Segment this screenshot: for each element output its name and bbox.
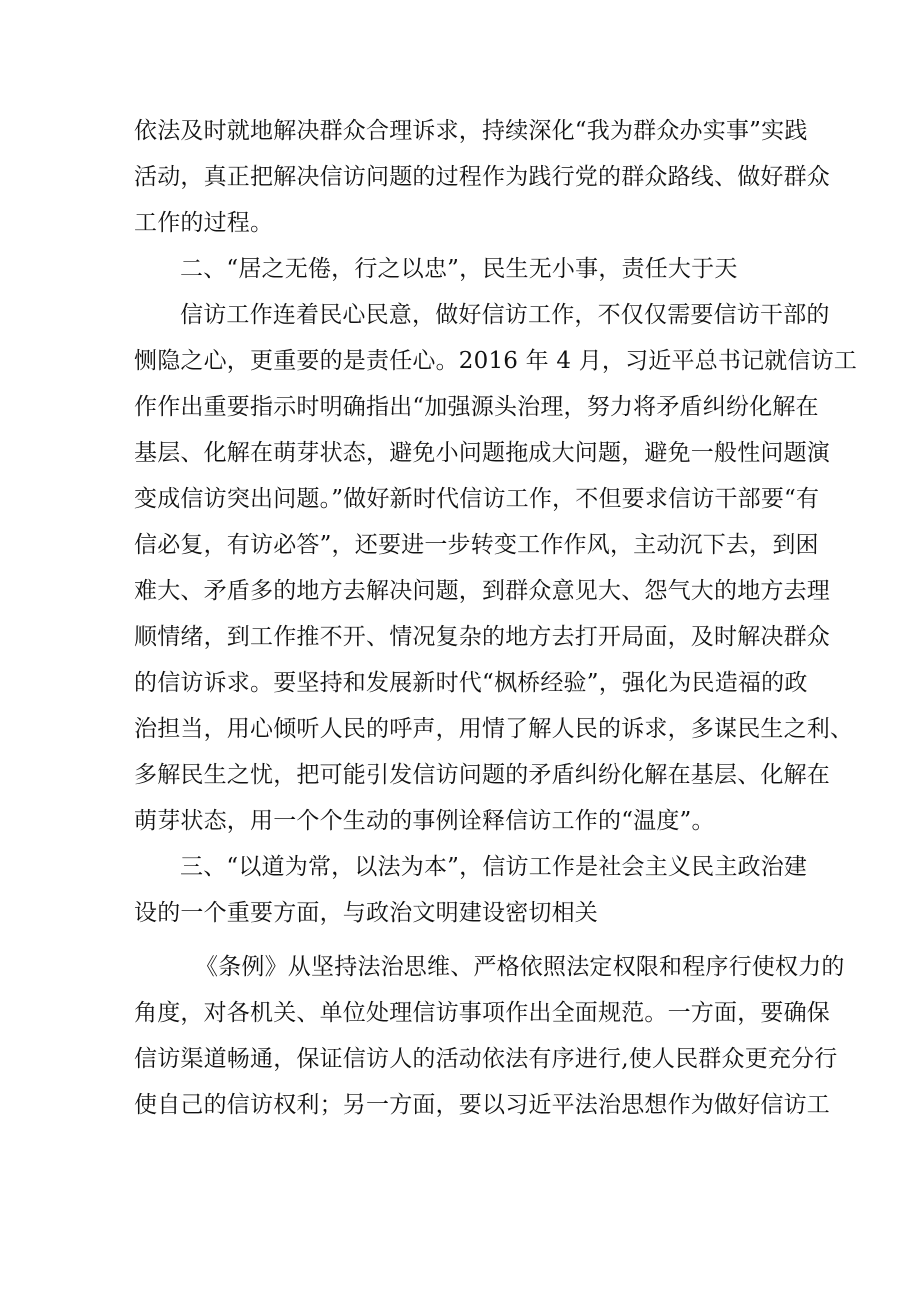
paragraph-line: 难大、矛盾多的地方去解决问题，到群众意见大、怨气大的地方去理 xyxy=(134,578,830,604)
paragraph-line: 的信访诉求。要坚持和发展新时代“枫桥经验”，强化为民造福的政 xyxy=(134,670,808,696)
paragraph-line: 活动，真正把解决信访问题的过程作为践行党的群众路线、做好群众 xyxy=(134,164,830,190)
paragraph-line: 变成信访突出问题。”做好新时代信访工作，不但要求信访干部要“有 xyxy=(134,486,820,512)
paragraph-line: 多解民生之忧，把可能引发信访问题的矛盾纠纷化解在基层、化解在 xyxy=(134,762,830,788)
section-heading: 二、“居之无倦，行之以忠”，民生无小事，责任大于天 xyxy=(180,256,738,282)
paragraph-line: 信访渠道畅通，保证信访人的活动依法有序进行,使人民群众更充分行 xyxy=(134,1046,838,1072)
section-heading-continued: 设的一个重要方面，与政治文明建设密切相关 xyxy=(134,900,598,926)
paragraph-line: 信访工作连着民心民意，做好信访工作，不仅仅需要信访干部的 xyxy=(180,302,830,328)
paragraph-line: 《条例》从坚持法治思维、严格依照法定权限和程序行使权力的 xyxy=(195,954,845,980)
paragraph-line: 工作的过程。 xyxy=(134,210,274,236)
section-heading: 三、“以道为常，以法为本”，信访工作是社会主义民主政治建 xyxy=(180,854,808,880)
paragraph-line: 基层、化解在萌芽状态，避免小问题拖成大问题，避免一般性问题演 xyxy=(134,440,830,466)
paragraph-line: 依法及时就地解决群众合理诉求，持续深化“我为群众办实事”实践 xyxy=(134,118,808,144)
paragraph-line: 恻隐之心，更重要的是责任心。2016 年 4 月，习近平总书记就信访工 xyxy=(134,348,858,374)
paragraph-line: 萌芽状态，用一个个生动的事例诠释信访工作的“温度”。 xyxy=(134,808,715,834)
paragraph-line: 使自己的信访权利；另一方面，要以习近平法治思想作为做好信访工 xyxy=(134,1092,830,1118)
paragraph-line: 治担当，用心倾听人民的呼声，用情了解人民的诉求，多谋民生之利、 xyxy=(134,716,854,742)
paragraph-line: 顺情绪，到工作推不开、情况复杂的地方去打开局面，及时解决群众 xyxy=(134,624,830,650)
paragraph-line: 作作出重要指示时明确指出“加强源头治理，努力将矛盾纠纷化解在 xyxy=(134,394,819,420)
paragraph-line: 信必复，有访必答”，还要进一步转变工作作风，主动沉下去，到困 xyxy=(134,532,819,558)
paragraph-line: 角度，对各机关、单位处理信访事项作出全面规范。一方面，要确保 xyxy=(134,1000,830,1026)
